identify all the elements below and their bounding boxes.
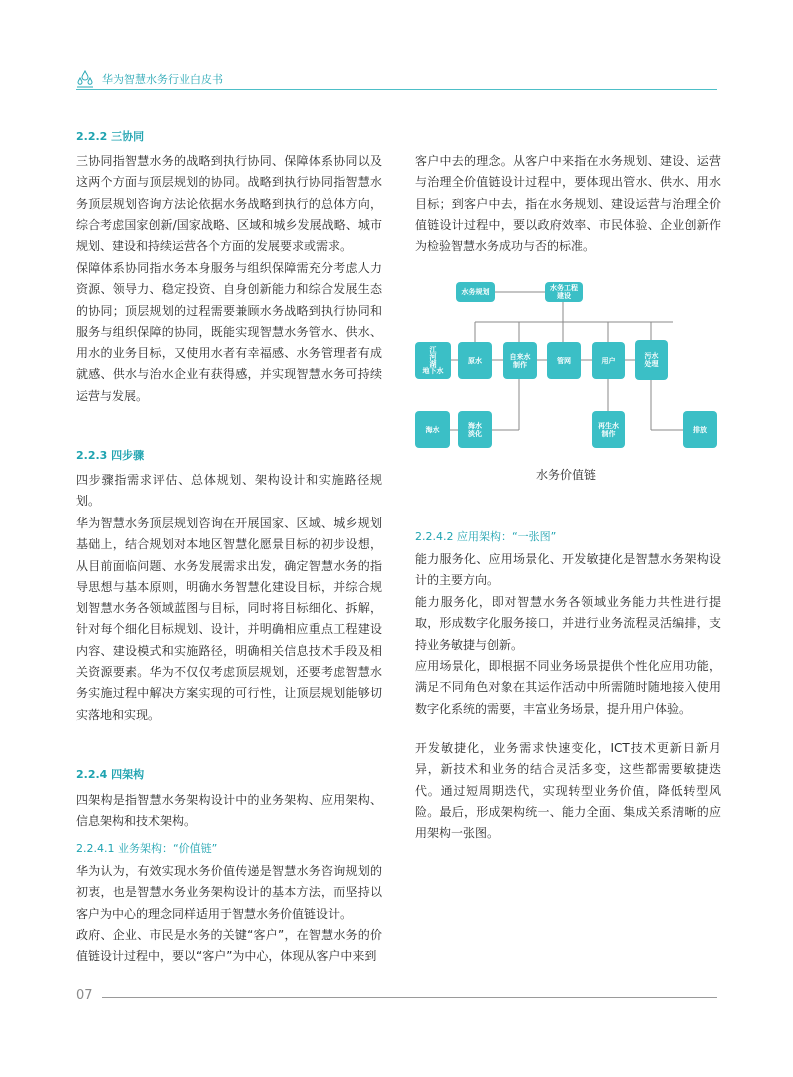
- node-discharge: 排放: [683, 411, 717, 448]
- node-sewage-treatment: 污水 处理: [635, 340, 668, 380]
- subsection-heading-2-2-4-2: 2.2.4.2 应用架构：“一张图”: [415, 530, 557, 543]
- node-water-engineering: 水务工程 建设: [545, 282, 583, 302]
- section-heading-2-2-4: 2.2.4 四架构: [76, 768, 145, 781]
- paragraph: 应用场景化，即根据不同业务场景提供个性化应用功能，满足不同角色对象在其运作活动中所需随时随地接入使用数字化系统的需要，丰富业务场景，提升用户体验。: [415, 659, 721, 716]
- footer-divider: [102, 997, 717, 998]
- page-header: [76, 68, 717, 90]
- section-heading-2-2-2: 2.2.2 三协同: [76, 130, 145, 143]
- node-desalination: 海水 淡化: [458, 411, 492, 448]
- node-raw-water: 原水: [458, 342, 492, 379]
- paragraph: 四步骤指需求评估、总体规划、架构设计和实施路径规划。: [76, 473, 382, 509]
- node-tap-water-production: 自来水 制作: [503, 342, 537, 379]
- paragraph: 华为认为，有效实现水务价值传递是智慧水务咨询规划的初衷，也是智慧水务业务架构设计的基本方法，而坚持以客户为中心的理念同样适用于智慧水务价值链设计。: [76, 864, 382, 921]
- paragraph: 客户中去的理念。从客户中来指在水务规划、建设、运营与治理全价值链设计过程中，要体现出管水、供水、用水目标；到客户中去，指在水务规划、建设运营与治理全价值链设计过程中，要以政府效率、市民体验、企业创新作为检验智慧水务成功与否的标准。: [415, 154, 721, 254]
- header-divider: [76, 89, 717, 90]
- page-number: 07: [76, 988, 93, 1003]
- node-reclaimed-water: 再生水 制作: [592, 411, 625, 448]
- paragraph: 保障体系协同指水务本身服务与组织保障需充分考虑人力资源、领导力、稳定投资、自身创新能力和综合发展生态的协同；顶层规划的过程需要兼顾水务战略到执行协同和服务与组织保障的协同，既能实现智慧水务管水、供水、用水的业务目标，又使用水者有幸福感、水务管理者有成就感、供水与治水企业有获得感，并实现智慧水务可持续运营与发展。: [76, 261, 382, 403]
- water-drops-logo-icon: [76, 70, 94, 88]
- node-water-planning: 水务规划: [456, 282, 495, 302]
- section-heading-2-2-3: 2.2.3 四步骤: [76, 449, 145, 462]
- paragraph: 能力服务化，即对智慧水务各领域业务能力共性进行提取，形成数字化服务接口，并进行业务流程灵活编排，支持业务敏捷与创新。: [415, 595, 721, 652]
- node-user: 用户: [592, 342, 625, 379]
- node-water-sources: 江 河 湖 地下水: [415, 342, 451, 379]
- paragraph: 三协同指智慧水务的战略到执行协同、保障体系协同以及这两个方面与顶层规划的协同。战略到执行协同指智慧水务顶层规划咨询方法论依据水务战略到执行的总体方向，综合考虑国家创新/国家战略、区域和城乡发展战略、城市规划、建设和持续运营各个方面的发展要求或需求。: [76, 154, 382, 254]
- paragraph: 华为智慧水务顶层规划咨询在开展国家、区域、城乡规划基础上，结合规划对本地区智慧化愿景目标的初步设想，从目前面临问题、水务发展需求出发，确定智慧水务的指导思想与基本原则，明确水务智慧化建设目标，并综合规划智慧水务各领域蓝图与目标，同时将目标细化、拆解，针对每个细化目标规划、设计，并明确相应重点工程建设内容、建设模式和实施路径，明确相关信息技术手段及相关资源要素。华为不仅仅考虑顶层规划，还要考虑智慧水务实施过程中解决方案实现的可行性，让顶层规划能够切实落地和实现。: [76, 516, 382, 722]
- document-title: 华为智慧水务行业白皮书: [102, 73, 223, 86]
- water-value-chain-diagram: [415, 278, 717, 456]
- paragraph: 政府、企业、市民是水务的关键“客户”，在智慧水务的价值链设计过程中，要以“客户”为中心，体现从客户中来到: [76, 928, 382, 964]
- paragraph: 能力服务化、应用场景化、开发敏捷化是智慧水务架构设计的主要方向。: [415, 552, 721, 588]
- subsection-heading-2-2-4-1: 2.2.4.1 业务架构：“价值链”: [76, 842, 218, 855]
- node-pipe-network: 管网: [547, 342, 581, 379]
- paragraph: 开发敏捷化，业务需求快速变化，ICT技术更新日新月异，新技术和业务的结合灵活多变，这些都需要敏捷迭代。通过短周期迭代，实现转型业务价值，降低转型风险。最后，形成架构统一、能力全面、集成关系清晰的应用架构一张图。: [415, 741, 721, 841]
- paragraph: 四架构是指智慧水务架构设计中的业务架构、应用架构、信息架构和技术架构。: [76, 793, 382, 829]
- diagram-caption: 水务价值链: [535, 468, 596, 482]
- node-seawater: 海水: [415, 411, 450, 448]
